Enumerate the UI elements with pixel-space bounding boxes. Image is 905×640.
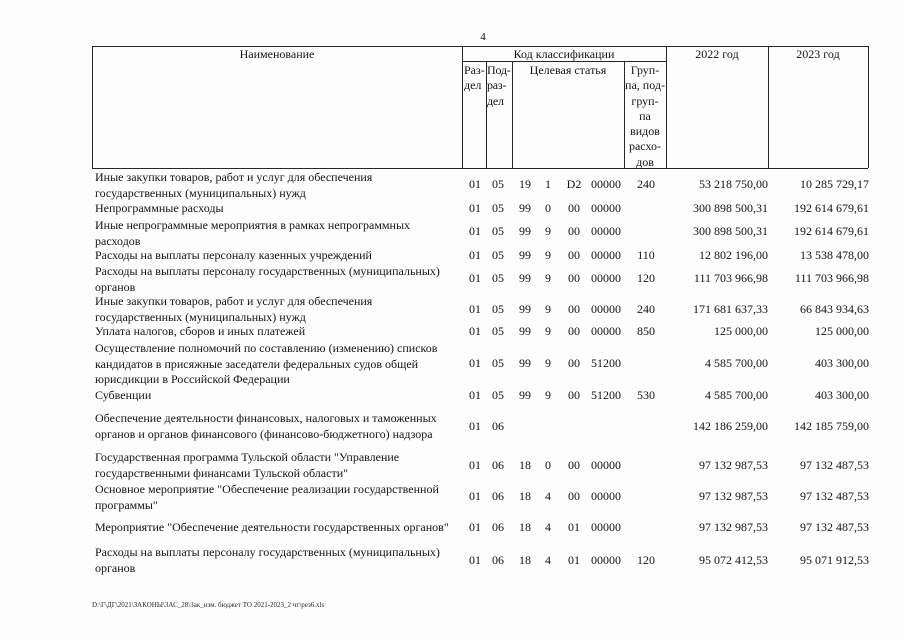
code-subheader-line xyxy=(462,61,666,62)
subsection-code: 05 xyxy=(492,177,504,192)
subsection-code: 05 xyxy=(492,201,504,216)
target-article-subprogram: 4 xyxy=(545,520,551,535)
row-name-line: программы" xyxy=(95,497,158,512)
row-name-line: Расходы на выплаты персоналу государственных (муниципальных) xyxy=(95,264,440,279)
row-name-line: органов xyxy=(95,279,136,294)
amount-2023: 192 614 679,61 xyxy=(794,201,869,216)
target-article-program: 18 xyxy=(519,489,531,504)
row-name xyxy=(95,170,461,201)
target-article-subprogram: 1 xyxy=(545,177,551,192)
target-article-activity: 01 xyxy=(568,553,580,568)
row-name-line: Основное мероприятие "Обеспечение реализации государственной xyxy=(95,482,439,497)
amount-2023: 125 000,00 xyxy=(815,324,869,339)
header-text-line: видов xyxy=(630,124,660,139)
target-article-subprogram: 9 xyxy=(545,356,551,371)
target-article-activity: 00 xyxy=(568,224,580,239)
target-article-direction: 51200 xyxy=(591,388,621,403)
target-article-program: 99 xyxy=(519,271,531,286)
target-article-subprogram: 9 xyxy=(545,324,551,339)
amount-2022: 4 585 700,00 xyxy=(705,388,768,403)
target-article-activity: 00 xyxy=(568,201,580,216)
amount-2022: 12 802 196,00 xyxy=(699,248,768,263)
section-code: 01 xyxy=(469,302,481,317)
target-article-subprogram: 9 xyxy=(545,248,551,263)
section-code: 01 xyxy=(469,553,481,568)
subsection-code: 05 xyxy=(492,224,504,239)
row-name-line: Государственная программа Тульской области "Управление xyxy=(95,450,400,465)
section-code: 01 xyxy=(469,324,481,339)
header-text-line: Раз- xyxy=(464,63,485,77)
target-article-program: 99 xyxy=(519,248,531,263)
amount-2022: 97 132 987,53 xyxy=(699,458,768,473)
target-article-program: 99 xyxy=(519,388,531,403)
subsection-code: 06 xyxy=(492,489,504,504)
row-name-line: государственных (муниципальных) нужд xyxy=(95,309,306,324)
target-article-activity: 01 xyxy=(568,520,580,535)
section-code: 01 xyxy=(469,271,481,286)
row-name-line: Мероприятие "Обеспечение деятельности государственных органов" xyxy=(95,520,449,535)
amount-2022: 4 585 700,00 xyxy=(705,356,768,371)
target-article-program: 99 xyxy=(519,224,531,239)
column-header-name: Наименование xyxy=(239,47,315,61)
row-name-line: Субвенции xyxy=(95,388,152,403)
row-name-line: государственных (муниципальных) нужд xyxy=(95,185,306,200)
file-path-footer: D:\Г\ДГ\2021\ЗАКОНЫ\ЗАС_28\Зак_изм. бюджет ТО 2021-2023_2 чт\рез6.xls xyxy=(92,601,325,609)
target-article-program: 99 xyxy=(519,302,531,317)
amount-2023: 66 843 934,63 xyxy=(800,302,869,317)
expense-group-code: 850 xyxy=(637,324,655,339)
target-article-direction: 00000 xyxy=(591,553,621,568)
section-code: 01 xyxy=(469,520,481,535)
target-article-direction: 51200 xyxy=(591,356,621,371)
target-article-program: 18 xyxy=(519,520,531,535)
amount-2023: 13 538 478,00 xyxy=(800,248,869,263)
target-article-direction: 00000 xyxy=(591,201,621,216)
row-name xyxy=(95,520,461,536)
column-header-subsection xyxy=(487,63,512,109)
column-header-expense-group xyxy=(624,63,666,170)
header-grid-line xyxy=(462,46,463,168)
target-article-subprogram: 9 xyxy=(545,388,551,403)
target-article-activity: 00 xyxy=(568,271,580,286)
row-name-line: Обеспечение деятельности финансовых, налоговых и таможенных xyxy=(95,411,437,426)
row-name xyxy=(95,201,461,217)
amount-2023: 97 132 487,53 xyxy=(800,520,869,535)
target-article-direction: 00000 xyxy=(591,224,621,239)
section-code: 01 xyxy=(469,419,481,434)
header-right-border xyxy=(868,46,869,168)
header-text-line: па, под- xyxy=(625,78,665,93)
target-article-subprogram: 9 xyxy=(545,224,551,239)
subsection-code: 06 xyxy=(492,553,504,568)
row-name xyxy=(95,294,461,325)
amount-2022: 300 898 500,31 xyxy=(693,224,768,239)
header-bottom-border xyxy=(92,168,868,169)
section-code: 01 xyxy=(469,248,481,263)
header-text-line: Груп- xyxy=(630,63,660,77)
header-text-line: дов xyxy=(636,154,654,169)
target-article-activity: D2 xyxy=(566,177,582,192)
header-grid-line xyxy=(666,46,667,168)
amount-2022: 53 218 750,00 xyxy=(699,177,768,192)
section-code: 01 xyxy=(469,201,481,216)
target-article-activity: 00 xyxy=(568,248,580,263)
target-article-direction: 00000 xyxy=(591,520,621,535)
amount-2023: 192 614 679,61 xyxy=(794,224,869,239)
amount-2022: 125 000,00 xyxy=(714,324,768,339)
row-name-line: Осуществление полномочий по составлению (изменению) списков xyxy=(95,341,438,356)
target-article-program: 99 xyxy=(519,356,531,371)
amount-2022: 95 072 412,53 xyxy=(699,553,768,568)
target-article-direction: 00000 xyxy=(591,324,621,339)
target-article-activity: 00 xyxy=(568,489,580,504)
section-code: 01 xyxy=(469,224,481,239)
target-article-subprogram: 9 xyxy=(545,302,551,317)
section-code: 01 xyxy=(469,458,481,473)
row-name xyxy=(95,324,461,340)
header-text-line: па xyxy=(639,108,651,123)
column-header-target-article: Целевая статья xyxy=(529,63,607,77)
page-number: 4 xyxy=(480,31,486,43)
target-article-activity: 00 xyxy=(568,324,580,339)
row-name-line: Иные непрограммные мероприятия в рамках непрограммных xyxy=(95,218,411,233)
header-text-line: дел xyxy=(487,93,504,108)
target-article-subprogram: 4 xyxy=(545,553,551,568)
section-code: 01 xyxy=(469,388,481,403)
target-article-direction: 00000 xyxy=(591,248,621,263)
expense-group-code: 240 xyxy=(637,177,655,192)
header-text-line: дел xyxy=(464,78,482,93)
row-name-line: юрисдикции в Российской Федерации xyxy=(95,372,290,387)
subsection-code: 06 xyxy=(492,419,504,434)
expense-group-code: 120 xyxy=(637,271,655,286)
subsection-code: 05 xyxy=(492,388,504,403)
row-name-line: кандидатов в присяжные заседатели федеральных судов общей xyxy=(95,356,419,371)
row-name xyxy=(95,218,461,249)
subsection-code: 05 xyxy=(492,356,504,371)
amount-2023: 403 300,00 xyxy=(815,356,869,371)
header-left-border xyxy=(92,46,93,168)
amount-2022: 142 186 259,00 xyxy=(693,419,768,434)
target-article-program: 19 xyxy=(519,177,531,192)
section-code: 01 xyxy=(469,489,481,504)
target-article-direction: 00000 xyxy=(591,489,621,504)
amount-2023: 97 132 487,53 xyxy=(800,489,869,504)
row-name-line: государственными финансами Тульской области" xyxy=(95,465,349,480)
subsection-code: 06 xyxy=(492,458,504,473)
row-name xyxy=(95,545,461,576)
target-article-activity: 00 xyxy=(568,388,580,403)
section-code: 01 xyxy=(469,356,481,371)
row-name xyxy=(95,264,461,295)
column-header-section xyxy=(464,63,486,94)
target-article-subprogram: 0 xyxy=(545,201,551,216)
row-name-line: Иные закупки товаров, работ и услуг для обеспечения xyxy=(95,170,373,185)
row-name xyxy=(95,450,461,481)
target-article-activity: 00 xyxy=(568,356,580,371)
amount-2023: 97 132 487,53 xyxy=(800,458,869,473)
row-name xyxy=(95,411,461,442)
header-text-line: груп- xyxy=(631,93,659,108)
target-article-program: 99 xyxy=(519,201,531,216)
section-code: 01 xyxy=(469,177,481,192)
row-name-line: Иные закупки товаров, работ и услуг для обеспечения xyxy=(95,294,373,309)
row-name-line: Расходы на выплаты персоналу государственных (муниципальных) xyxy=(95,545,440,560)
subsection-code: 06 xyxy=(492,520,504,535)
row-name xyxy=(95,248,461,264)
header-text-line: расхо- xyxy=(628,139,662,154)
column-header-classification-code: Код классификации xyxy=(513,47,615,61)
row-name xyxy=(95,482,461,513)
target-article-activity: 00 xyxy=(568,302,580,317)
expense-group-code: 110 xyxy=(637,248,655,263)
row-name xyxy=(95,388,461,404)
amount-2022: 111 703 966,98 xyxy=(693,271,768,286)
subsection-code: 05 xyxy=(492,302,504,317)
row-name-line: Расходы на выплаты персоналу казенных учреждений xyxy=(95,248,372,263)
amount-2023: 95 071 912,53 xyxy=(800,553,869,568)
row-name-line: расходов xyxy=(95,233,141,248)
column-header-2023: 2023 год xyxy=(796,47,840,61)
target-article-program: 18 xyxy=(519,553,531,568)
target-article-activity: 00 xyxy=(568,458,580,473)
target-article-program: 18 xyxy=(519,458,531,473)
header-text-line: раз- xyxy=(487,78,507,93)
row-name-line: органов xyxy=(95,560,136,575)
target-article-subprogram: 0 xyxy=(545,458,551,473)
target-article-program: 99 xyxy=(519,324,531,339)
expense-group-code: 240 xyxy=(637,302,655,317)
target-article-direction: 00000 xyxy=(591,458,621,473)
header-grid-line xyxy=(768,46,769,168)
row-name xyxy=(95,341,461,388)
target-article-subprogram: 4 xyxy=(545,489,551,504)
target-article-direction: 00000 xyxy=(591,302,621,317)
row-name-line: органов и органов финансового (финансово-бюджетного) надзора xyxy=(95,426,433,441)
amount-2023: 142 185 759,00 xyxy=(794,419,869,434)
target-article-direction: 00000 xyxy=(591,177,621,192)
subsection-code: 05 xyxy=(492,271,504,286)
amount-2022: 171 681 637,33 xyxy=(693,302,768,317)
amount-2023: 10 285 729,17 xyxy=(800,177,869,192)
header-text-line: Под- xyxy=(487,63,511,77)
subsection-code: 05 xyxy=(492,248,504,263)
amount-2022: 97 132 987,53 xyxy=(699,520,768,535)
row-name-line: Уплата налогов, сборов и иных платежей xyxy=(95,324,306,339)
expense-group-code: 120 xyxy=(637,553,655,568)
row-name-line: Непрограммные расходы xyxy=(95,201,224,216)
subsection-code: 05 xyxy=(492,324,504,339)
target-article-direction: 00000 xyxy=(591,271,621,286)
amount-2023: 111 703 966,98 xyxy=(794,271,869,286)
amount-2023: 403 300,00 xyxy=(815,388,869,403)
column-header-2022: 2022 год xyxy=(695,47,739,61)
expense-group-code: 530 xyxy=(637,388,655,403)
amount-2022: 300 898 500,31 xyxy=(693,201,768,216)
target-article-subprogram: 9 xyxy=(545,271,551,286)
amount-2022: 97 132 987,53 xyxy=(699,489,768,504)
